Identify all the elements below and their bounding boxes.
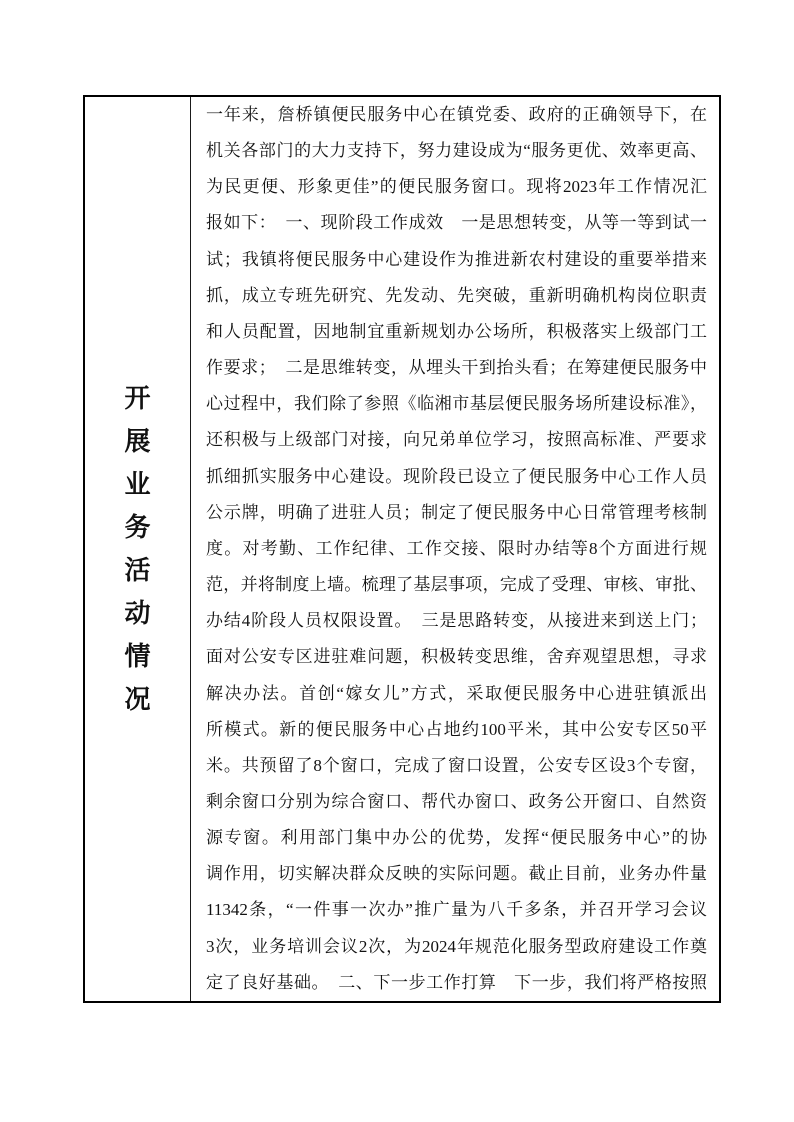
row-header-char: 开 [124,383,151,413]
report-text-line: 11342条，“一件事一次办”推广量为八千多条，并召开学习会议 [206,900,707,920]
report-text-line: 范，并将制度上墙。梳理了基层事项，完成了受理、审核、审批、 [206,575,707,595]
report-text-line: 试；我镇将便民服务中心建设作为推进新农村建设的重要举措来 [206,249,707,269]
report-text-line: 解决办法。首创“嫁女儿”方式，采取便民服务中心进驻镇派出 [206,683,707,703]
activity-report-table [83,95,721,1003]
row-header-char: 活 [124,555,151,585]
row-header-char: 业 [124,469,151,499]
report-text-line: 定了良好基础。 二、下一步工作打算 下一步，我们将严格按照 [206,972,707,992]
report-text-line: 机关各部门的大力支持下，努力建设成为“服务更优、效率更高、 [206,141,707,161]
report-text-line: 源专窗。利用部门集中办公的优势，发挥“便民服务中心”的协 [206,828,707,848]
report-text-line: 米。共预留了8个窗口，完成了窗口设置，公安专区设3个专窗， [206,755,707,775]
row-header-char: 务 [124,512,151,542]
report-text-line: 为民更便、形象更佳”的便民服务窗口。现将2023年工作情况汇 [206,177,707,197]
row-header-char: 情 [124,641,151,671]
report-text-line: 心过程中，我们除了参照《临湘市基层便民服务场所建设标准》， [206,394,707,414]
row-header-cell [85,97,191,1001]
report-text-line: 还积极与上级部门对接，向兄弟单位学习，按照高标准、严要求 [206,430,707,450]
report-text-line: 和人员配置，因地制宜重新规划办公场所，积极落实上级部门工 [206,321,707,341]
row-header-char: 况 [124,684,151,714]
report-text-line: 报如下： 一、现阶段工作成效 一是思想转变，从等一等到试一 [206,213,707,233]
report-content-cell [191,97,719,1001]
report-text-line: 度。对考勤、工作纪律、工作交接、限时办结等8个方面进行规 [206,538,707,558]
report-text-line: 抓，成立专班先研究、先发动、先突破，重新明确机构岗位职责 [206,285,707,305]
row-header-char: 展 [124,426,151,456]
report-text-line: 所模式。新的便民服务中心占地约100平米，其中公安专区50平 [206,719,707,739]
report-text-line: 公示牌，明确了进驻人员；制定了便民服务中心日常管理考核制 [206,502,707,522]
report-text-line: 面对公安专区进驻难问题，积极转变思维，舍弃观望思想，寻求 [206,647,707,667]
report-text-line: 一年来，詹桥镇便民服务中心在镇党委、政府的正确领导下，在 [206,105,707,124]
row-header-char: 动 [124,598,151,628]
report-text-line: 作要求； 二是思维转变，从埋头干到抬头看；在筹建便民服务中 [206,358,707,378]
report-text-line: 调作用，切实解决群众反映的实际问题。截止目前，业务办件量 [206,864,707,884]
report-text-line: 抓细抓实服务中心建设。现阶段已设立了便民服务中心工作人员 [206,466,707,486]
report-text-line: 3次，业务培训会议2次，为2024年规范化服务型政府建设工作奠 [206,936,707,956]
report-text-line: 办结4阶段人员权限设置。 三是思路转变，从接进来到送上门； [206,611,707,631]
report-text-line: 剩余窗口分别为综合窗口、帮代办窗口、政务公开窗口、自然资 [206,791,707,811]
